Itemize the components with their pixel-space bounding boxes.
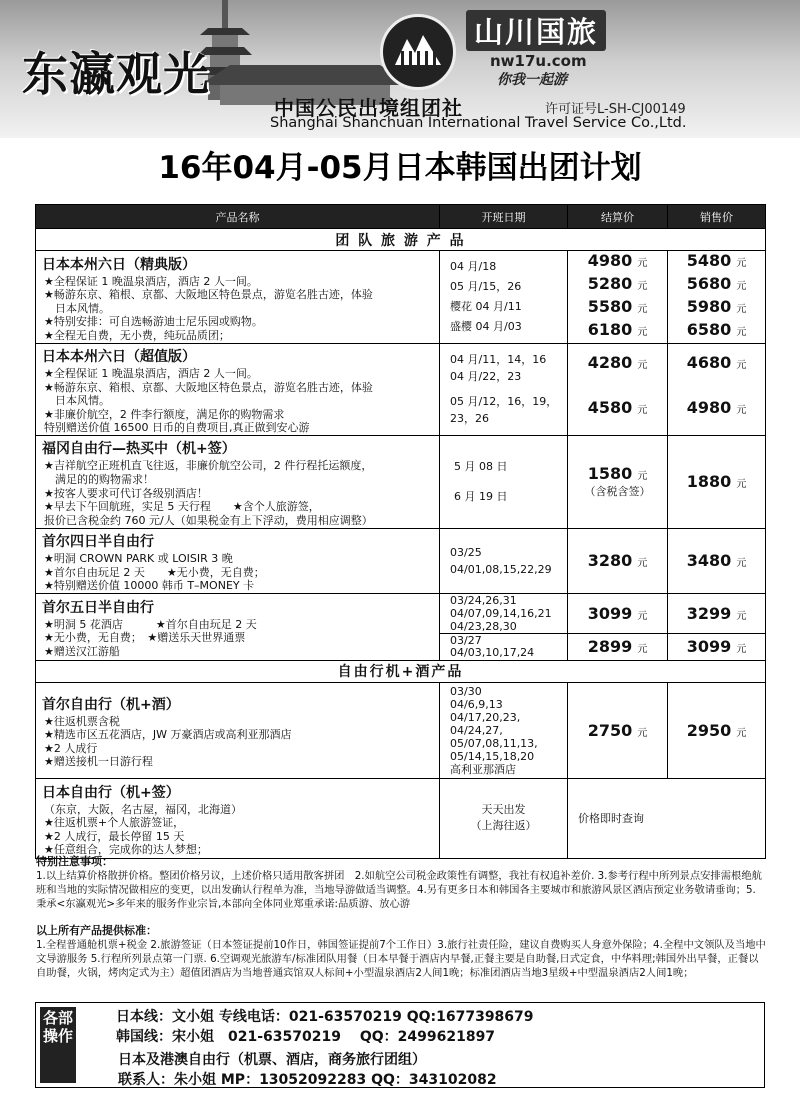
product-name: 日本本州六日（精典版） bbox=[42, 256, 196, 273]
date-line: 04 月/18 bbox=[450, 260, 497, 273]
date-line: 盛樱 04 月/03 bbox=[450, 320, 522, 333]
product-name: 日本自由行（机+签） bbox=[42, 784, 180, 801]
feature-line: ★2 人成行，最长停留 15 天 bbox=[44, 829, 185, 843]
unit: 元 bbox=[637, 644, 648, 656]
product-features bbox=[36, 367, 439, 435]
feature-line: ★全程保证 1 晚温泉酒店，酒店 2 人一间。 bbox=[44, 274, 258, 288]
settle-price: 5280 bbox=[587, 274, 633, 293]
contact-line-freetravel: 日本及港澳自由行（机票、酒店，商务旅行团组） bbox=[118, 1052, 426, 1068]
unit: 元 bbox=[736, 304, 747, 315]
settle-price: 2750 bbox=[587, 720, 633, 740]
sale-price-cell bbox=[668, 593, 766, 633]
feature-line: 报价已含税金约 760 元/人（如果税金有上下浮动，费用相应调整） bbox=[44, 513, 373, 527]
contact-box bbox=[35, 1002, 765, 1088]
product-name: 福冈自由行—热买中（机+签） bbox=[42, 441, 236, 458]
feature-line: ★无小费，无自费； ★赠送乐天世界通票 bbox=[44, 631, 246, 645]
product-cell bbox=[36, 682, 440, 778]
feature-line: ★2 人成行 bbox=[44, 741, 98, 755]
product-cell bbox=[36, 435, 440, 528]
feature-line: ★赠送接机一日游行程 bbox=[44, 755, 153, 769]
unit: 元 bbox=[637, 360, 648, 372]
notes-title: 特别注意事项： bbox=[36, 855, 113, 868]
service-standards bbox=[36, 924, 766, 980]
table-header-row bbox=[36, 205, 766, 229]
date-line: 04/6,9,13 bbox=[450, 697, 503, 711]
settle-price: 4280 bbox=[587, 353, 633, 373]
settle-price-cell bbox=[568, 528, 668, 593]
col-header-date: 开班日期 bbox=[440, 205, 568, 229]
feature-line: 日本风情。 bbox=[44, 301, 110, 315]
date-line: 04/01,08,15,22,29 bbox=[450, 562, 552, 576]
unit: 元 bbox=[736, 281, 747, 292]
settle-price-cell bbox=[568, 682, 668, 778]
settle-price: 6180 bbox=[587, 320, 633, 339]
date-cell bbox=[440, 251, 568, 344]
product-features bbox=[36, 275, 439, 343]
feature-line: ★明洞 CROWN PARK 或 LOISIR 3 晚 bbox=[44, 551, 233, 565]
price-note: 价格即时查询 bbox=[578, 812, 644, 826]
product-features bbox=[36, 552, 439, 593]
feature-line: ★全程保证 1 晚温泉酒店，酒店 2 人一间。 bbox=[44, 367, 258, 380]
sale-price-cell bbox=[668, 682, 766, 778]
settle-price: 3099 bbox=[587, 603, 633, 623]
feature-line: 满足的的购物需求！ bbox=[44, 473, 154, 487]
sale-price-cell bbox=[668, 344, 766, 436]
feature-line: ★明洞 5 花酒店 ★首尔自由玩足 2 天 bbox=[44, 617, 257, 631]
header-banner bbox=[0, 0, 800, 138]
sale-price: 5980 bbox=[686, 297, 732, 316]
sale-price: 5680 bbox=[686, 274, 732, 293]
unit: 元 bbox=[637, 727, 648, 739]
product-name: 首尔四日半自由行 bbox=[42, 533, 154, 550]
settle-price: 5580 bbox=[587, 297, 633, 316]
date-line: 6 月 19 日 bbox=[454, 489, 508, 503]
logo-name: 山川国旅 bbox=[466, 10, 606, 51]
feature-line: ★早去下午回航班，实足 5 天行程 ★含个人旅游签， bbox=[44, 500, 320, 514]
date-line: 高利亚那酒店 bbox=[450, 762, 516, 776]
table-row bbox=[36, 778, 766, 858]
product-features bbox=[36, 459, 439, 527]
settle-price: 4980 bbox=[587, 251, 633, 270]
product-name: 首尔五日半自由行 bbox=[42, 599, 154, 616]
settle-price: 4580 bbox=[587, 398, 633, 418]
sale-price: 3480 bbox=[686, 551, 732, 571]
feature-line: ★特别赠送价值 10000 韩币 T–MONEY 卡 bbox=[44, 579, 255, 593]
feature-line: ★吉祥航空正班机直飞往返，非廉价航空公司，2 件行程托运额度， bbox=[44, 459, 373, 473]
date-cell bbox=[440, 528, 568, 593]
feature-line: 日本风情。 bbox=[44, 394, 110, 408]
product-cell bbox=[36, 593, 440, 660]
sale-price-cell bbox=[668, 633, 766, 660]
unit: 元 bbox=[637, 471, 648, 483]
settle-price-cell bbox=[568, 633, 668, 660]
date-line: 05 月/12，16，19， bbox=[450, 395, 558, 409]
col-header-product: 产品名称 bbox=[36, 205, 440, 229]
table-row bbox=[36, 528, 766, 593]
product-cell bbox=[36, 528, 440, 593]
feature-line: ★赠送汉江游船 bbox=[44, 645, 120, 659]
contact-line-korea: 韩国线：宋小姐 021-63570219 QQ：2499621897 bbox=[116, 1029, 496, 1045]
sale-price: 5480 bbox=[686, 251, 732, 270]
table-row bbox=[36, 682, 766, 778]
sale-price: 3299 bbox=[686, 603, 732, 623]
standards-text: 1.全程普通舱机票+税金 2.旅游签证（日本签证提前10作日，韩国签证提前7个工作日）3.旅行社责任险，建议自费购买人身意外保险；4.全程中文领队及当地中文导游服务 5.行程所列景点第一门票. 6.空调观光旅游车/标准团队用餐（日本早餐于酒店内早餐,正餐主要是自助餐,日式定食，中华料理;韩国外出早餐，正餐以自助餐，火锅，烤肉定式为主）超值团酒店为当地普通宾馆双人标间+小型温泉酒店2人间1晚；标准团酒店当地3星级+中型温泉酒店2人间1晚； bbox=[36, 939, 766, 979]
date-line: 03/30 bbox=[450, 684, 482, 698]
product-features bbox=[36, 715, 439, 769]
unit: 元 bbox=[637, 558, 648, 570]
settle-price-cell bbox=[568, 251, 668, 344]
date-line: 03/27 bbox=[450, 633, 482, 647]
unit: 元 bbox=[637, 304, 648, 315]
sale-price: 4680 bbox=[686, 353, 732, 373]
feature-line: （东京，大阪，名古屋，福冈，北海道） bbox=[44, 802, 242, 816]
product-features bbox=[36, 618, 439, 659]
date-line: 04/03,10,17,24 bbox=[450, 645, 535, 659]
feature-line: ★畅游东京、箱根、京都、大阪地区特色景点，游览名胜古迹，体验 bbox=[44, 380, 373, 394]
col-header-sale: 销售价 bbox=[668, 205, 766, 229]
date-line: 05/07,08,11,13, bbox=[450, 736, 538, 750]
table-row bbox=[36, 435, 766, 528]
sale-price: 2950 bbox=[686, 720, 732, 740]
date-cell bbox=[440, 344, 568, 436]
unit: 元 bbox=[637, 610, 648, 622]
contact-line-person: 联系人：朱小姐 MP：13052092283 QQ：343102082 bbox=[118, 1072, 497, 1088]
feature-line: ★特别安排：可自选畅游迪士尼乐园或购物。 bbox=[44, 315, 263, 329]
logo-url: nw17u.com bbox=[490, 52, 587, 70]
license-number: 许可证号L-SH-CJ00149 bbox=[545, 102, 686, 117]
table-row bbox=[36, 251, 766, 344]
unit: 元 bbox=[736, 327, 747, 338]
settle-price-cell bbox=[568, 435, 668, 528]
feature-line: ★非廉价航空，2 件李行额度，满足你的购物需求 bbox=[44, 407, 285, 421]
unit: 元 bbox=[637, 327, 648, 338]
section-title-group: 团 队 旅 游 产 品 bbox=[36, 229, 766, 251]
unit: 元 bbox=[736, 258, 747, 269]
feature-line: ★首尔自由玩足 2 天 ★无小费，无自费； bbox=[44, 565, 265, 579]
date-line: 04/24,27, bbox=[450, 723, 503, 737]
company-name-en: Shanghai Shanchuan International Travel Service Co.,Ltd. bbox=[270, 115, 687, 131]
feature-line: ★按客人要求可代订各级别酒店！ bbox=[44, 486, 208, 500]
product-cell bbox=[36, 344, 440, 436]
unit: 元 bbox=[736, 479, 747, 491]
product-cell bbox=[36, 251, 440, 344]
brand-title: 东瀛观光 bbox=[22, 47, 210, 101]
date-line: 5 月 08 日 bbox=[454, 459, 508, 473]
date-cell bbox=[440, 593, 568, 633]
date-line: 04 月/22，23 bbox=[450, 370, 522, 384]
sale-price: 4980 bbox=[686, 398, 732, 418]
date-cell bbox=[440, 633, 568, 660]
section-title-free: 自由行机+酒产品 bbox=[36, 660, 766, 682]
product-cell bbox=[36, 778, 440, 858]
unit: 元 bbox=[637, 405, 648, 417]
table-row bbox=[36, 593, 766, 633]
price-note-cell bbox=[568, 778, 766, 858]
standards-title: 以上所有产品提供标准： bbox=[36, 924, 157, 937]
section-row-group bbox=[36, 229, 766, 251]
settle-price-cell bbox=[568, 593, 668, 633]
settle-price: 3280 bbox=[587, 551, 633, 571]
sale-price-cell bbox=[668, 251, 766, 344]
feature-line: 特别赠送价值 16500 日币的自费项目,真正做到安心游 bbox=[44, 421, 310, 435]
date-line: 05 月/15，26 bbox=[450, 280, 522, 293]
unit: 元 bbox=[736, 644, 747, 656]
date-line: （上海往返） bbox=[470, 819, 537, 833]
company-logo bbox=[380, 14, 456, 90]
page-title: 16年04月-05月日本韩国出团计划 bbox=[158, 150, 642, 186]
col-header-settle: 结算价 bbox=[568, 205, 668, 229]
date-line: 23，26 bbox=[450, 412, 489, 426]
special-notes bbox=[36, 855, 766, 911]
contact-line-japan: 日本线：文小姐 专线电话：021-63570219 QQ:1677398679 bbox=[116, 1009, 534, 1025]
table-row bbox=[36, 344, 766, 436]
unit: 元 bbox=[736, 727, 747, 739]
product-name: 日本本州六日（超值版） bbox=[42, 349, 196, 365]
settle-price-cell bbox=[568, 344, 668, 436]
feature-line: ★往返机票含税 bbox=[44, 714, 120, 728]
sale-price: 1880 bbox=[686, 472, 732, 492]
title-bar bbox=[0, 143, 800, 193]
date-line: 天天出发 bbox=[481, 803, 526, 817]
unit: 元 bbox=[736, 558, 747, 570]
section-row-free bbox=[36, 660, 766, 682]
unit: 元 bbox=[736, 360, 747, 372]
date-cell bbox=[440, 778, 568, 858]
date-line: 04/07,09,14,16,21 bbox=[450, 606, 552, 620]
feature-line: ★往返机票+个人旅游签证， bbox=[44, 816, 185, 830]
sale-price: 6580 bbox=[686, 320, 732, 339]
date-cell bbox=[440, 435, 568, 528]
company-name-cn: 中国公民出境组团社 bbox=[274, 96, 463, 120]
date-line: 03/25 bbox=[450, 545, 482, 559]
date-line: 03/24,26,31 bbox=[450, 593, 517, 607]
date-cell bbox=[440, 682, 568, 778]
feature-line: ★精选市区五花酒店，JW 万豪酒店或高利亚那酒店 bbox=[44, 728, 292, 742]
sale-price-cell bbox=[668, 528, 766, 593]
sale-price-cell bbox=[668, 435, 766, 528]
date-line: 04/23,28,30 bbox=[450, 619, 517, 633]
product-name: 首尔自由行（机+酒） bbox=[42, 696, 180, 713]
unit: 元 bbox=[736, 610, 747, 622]
feature-line: ★畅游东京、箱根、京都、大阪地区特色景点，游览名胜古迹，体验 bbox=[44, 288, 373, 302]
feature-line: ★全程无自费，无小费，纯玩品质团； bbox=[44, 328, 230, 342]
settle-note: （含税含签） bbox=[584, 485, 651, 499]
date-line: 樱花 04 月/11 bbox=[450, 300, 522, 313]
contact-label: 各部操作 bbox=[40, 1007, 76, 1083]
sale-price: 3099 bbox=[686, 637, 732, 657]
notes-text: 1.以上结算价格散拼价格。整团价格另议，上述价格只适用散客拼团 2.如航空公司税金政策性有调整，我社有权追补差价. 3.参考行程中所列景点安排需根绝航班和当地的实际情况做相应的变更，以出发确认行程单为准，当地导游做适当调整。4.另有更多日本和韩国各主要城市和旅游风景区酒店预定业务敬请垂询；5.秉承<东瀛观光>多年来的服务作业宗旨,本部向全体同业郑重承诺:品质游、放心游 bbox=[36, 870, 762, 910]
feature-line: ★任意组合，完成你的达人梦想； bbox=[44, 843, 208, 857]
unit: 元 bbox=[637, 281, 648, 292]
unit: 元 bbox=[637, 258, 648, 269]
logo-slogan: 你我一起游 bbox=[497, 72, 567, 88]
unit: 元 bbox=[736, 405, 747, 417]
date-line: 04 月/11，14，16 bbox=[450, 353, 547, 367]
mountain-logo-icon bbox=[383, 17, 453, 87]
date-line: 05/14,15,18,20 bbox=[450, 749, 535, 763]
product-features bbox=[36, 803, 439, 857]
settle-price: 1580 bbox=[587, 464, 633, 484]
date-line: 04/17,20,23, bbox=[450, 710, 521, 724]
settle-price: 2899 bbox=[587, 637, 633, 657]
schedule-table bbox=[35, 204, 766, 859]
